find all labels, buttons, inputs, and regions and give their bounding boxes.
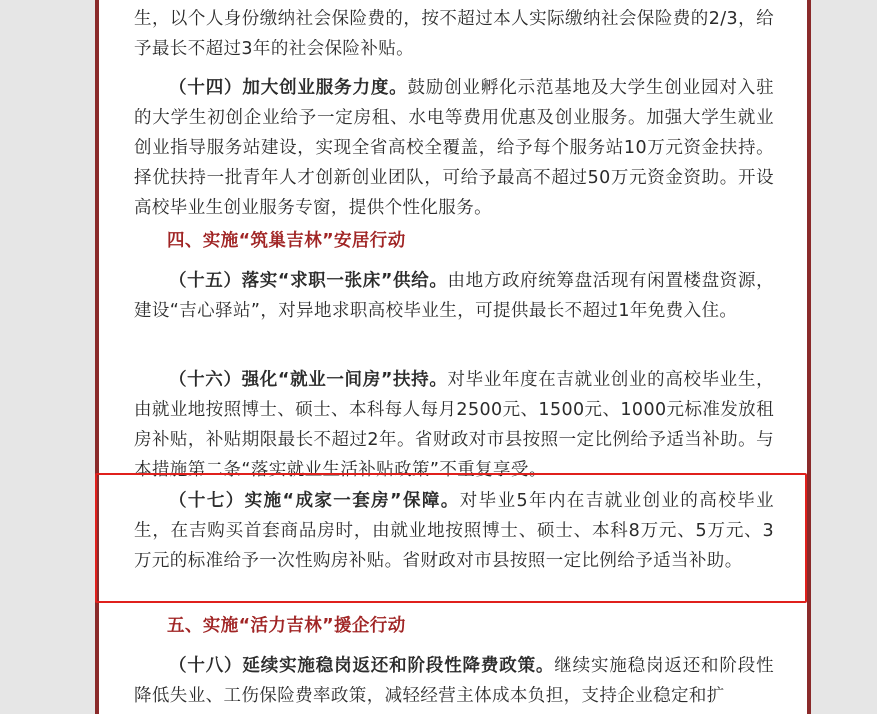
paragraph-13-tail — [134, 4, 774, 64]
paragraph-text: 对毕业年度在吉就业创业的高校毕业生，由就业地按照博士、硕士、本科每人每月2500元、1500元、1000元标准发放租房补贴，补贴期限最长不超过2年。省财政对市县按照一定比例给予适当补助。与本措施第二条“落实就业生活补贴政策”不重复享受。 — [134, 370, 775, 480]
highlight-box — [95, 473, 807, 603]
paragraph-lead: （十七）实施“成家一套房”保障。 — [169, 491, 460, 511]
paragraph-14 — [134, 73, 774, 223]
paragraph-lead: （十四）加大创业服务力度。 — [169, 78, 408, 98]
paragraph-18 — [134, 651, 774, 711]
page-border-right — [807, 0, 811, 714]
paragraph-text: 由地方政府统筹盘活现有闲置楼盘资源，建设“吉心驿站”，对异地求职高校毕业生，可提供最长不超过1年免费入住。 — [134, 271, 775, 321]
paragraph-text: 鼓励创业孵化示范基地及大学生创业园对入驻的大学生初创企业给予一定房租、水电等费用优惠及创业服务。加强大学生就业创业指导服务站建设，实现全省高校全覆盖，给予每个服务站10万元资金扶持。择优扶持一批青年人才创新创业团队，可给予最高不超过50万元资金资助。开设高校毕业生创业服务专窗，提供个性化服务。 — [134, 78, 775, 218]
section-heading-4: 四、实施“筑巢吉林”安居行动 — [167, 231, 406, 251]
page-border-left — [95, 0, 99, 714]
paragraph-lead: （十六）强化“就业一间房”扶持。 — [169, 370, 448, 390]
paragraph-text: 对毕业5年内在吉就业创业的高校毕业生，在吉购买首套商品房时，由就业地按照博士、硕士、本科8万元、5万元、3万元的标准给予一次性购房补贴。省财政对市县按照一定比例给予适当补助。 — [134, 491, 774, 571]
section-heading-5: 五、实施“活力吉林”援企行动 — [167, 616, 406, 636]
paragraph-16 — [134, 365, 774, 485]
right-margin — [811, 0, 877, 714]
paragraph-text: 生，以个人身份缴纳社会保险费的，按不超过本人实际缴纳社会保险费的2/3，给予最长不超过3年的社会保险补贴。 — [134, 9, 774, 59]
paragraph-lead: （十八）延续实施稳岗返还和阶段性降费政策。 — [169, 656, 555, 676]
left-margin — [0, 0, 95, 714]
paragraph-15 — [134, 266, 774, 326]
paragraph-lead: （十五）落实“求职一张床”供给。 — [169, 271, 448, 291]
paragraph-text: 继续实施稳岗返还和阶段性降低失业、工伤保险费率政策，减轻经营主体成本负担，支持企业稳定和扩 — [134, 656, 774, 706]
